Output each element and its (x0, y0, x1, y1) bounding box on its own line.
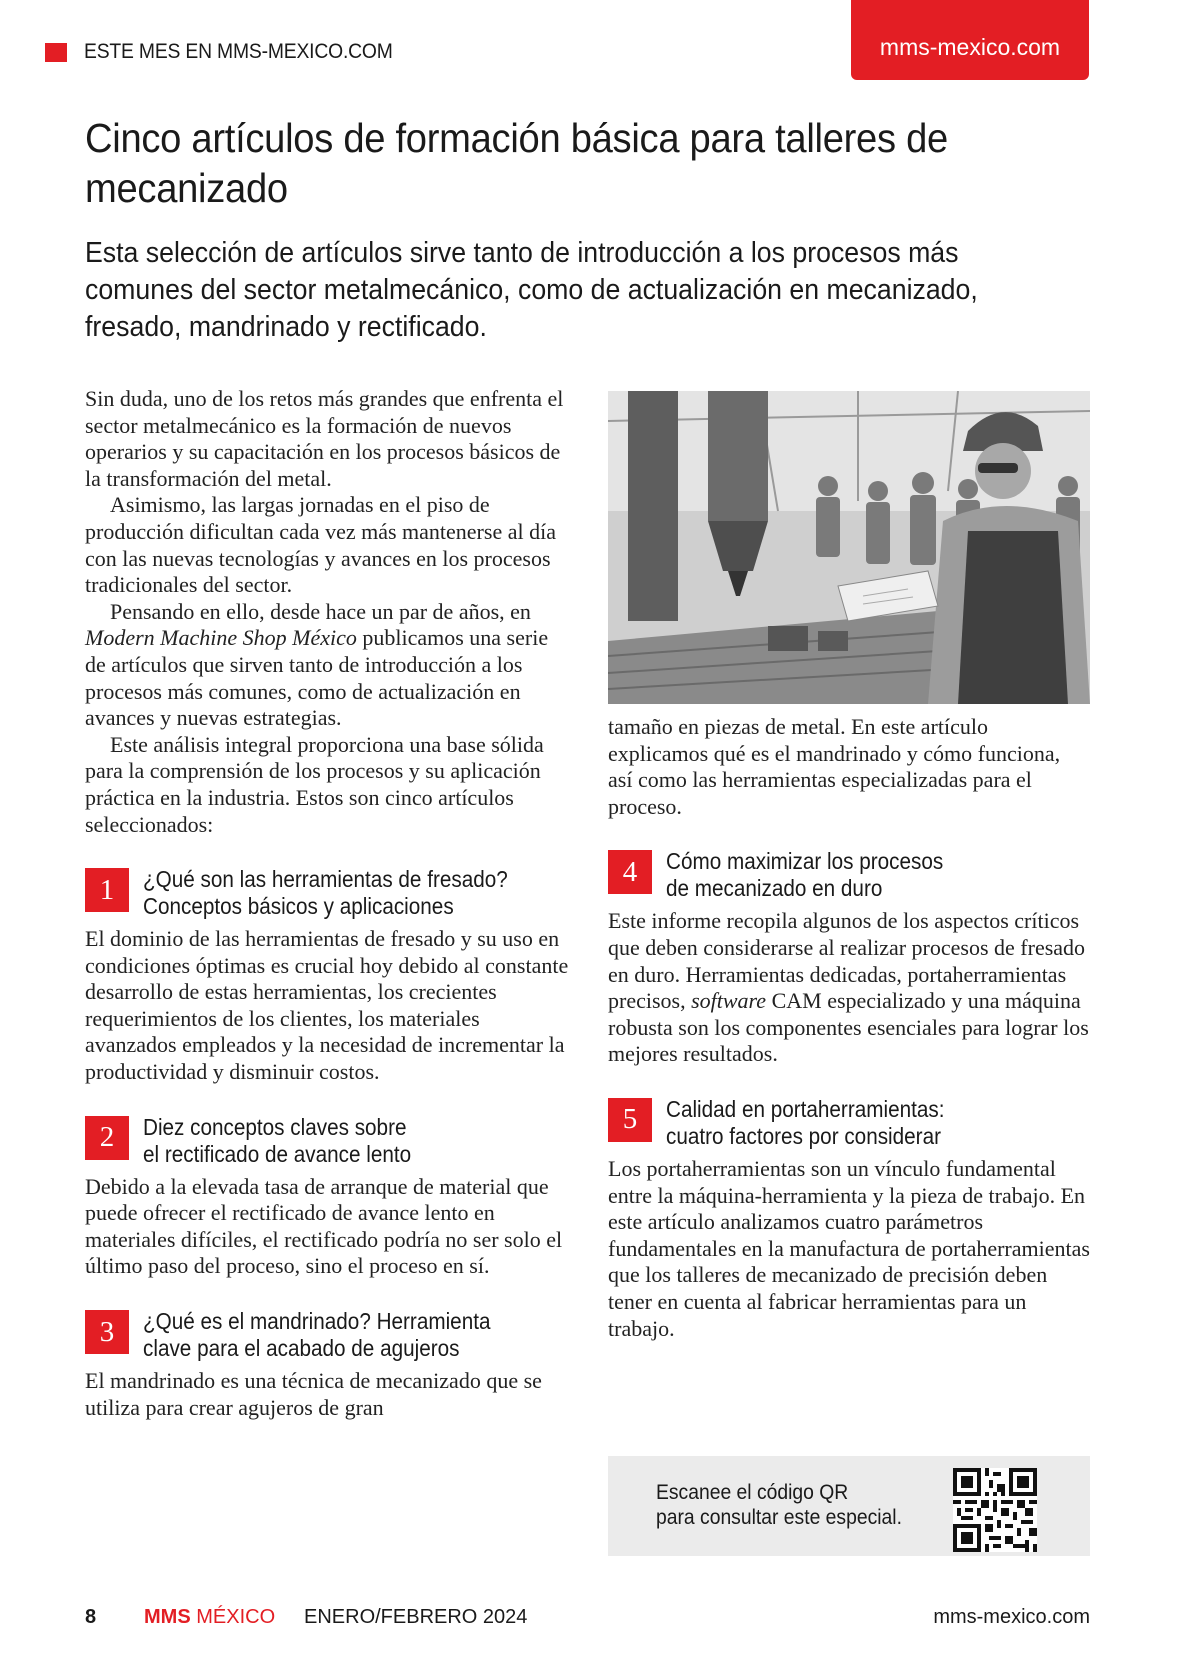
right-column (608, 391, 1090, 1342)
article-title-line-1: ¿Qué es el mandrinado? Herramienta (143, 1308, 491, 1335)
deck: Esta selección de artículos sirve tanto de introducción a los procesos más comunes del sector metalmecánico, como de actualización en mecanizado, fresado, mandrinado y rectificado. (85, 237, 978, 343)
qr-text-line-1: Escanee el código QR (656, 1481, 849, 1504)
article-number-badge: 1 (85, 868, 129, 912)
intro-paragraph-3 (85, 599, 570, 732)
article-title-line-1: Calidad en portaherramientas: (666, 1095, 945, 1122)
section-marker (45, 43, 67, 62)
article-3-heading (85, 1308, 570, 1362)
article-number-badge: 5 (608, 1098, 652, 1142)
article-title-line-2: Conceptos básicos y aplicaciones (143, 893, 454, 920)
article-4-body-end: CAM especializado y una máquina robusta son los componentes esenciales para lograr los mejores resultados. (608, 988, 1089, 1067)
intro-p3-end: publicamos una serie de artículos que sirven tanto de introducción a los procesos más comunes, como de actualización en avances y nuevas estrategias. (85, 625, 549, 731)
site-tab[interactable]: mms-mexico.com (851, 0, 1089, 80)
page-number: 8 (85, 1606, 97, 1628)
qr-text-line-2: para consultar este especial. (656, 1506, 902, 1529)
page-title: Cinco artículos de formación básica para talleres de mecanizado (85, 115, 948, 211)
article-5-body: Los portaherramientas son un vínculo fundamental entre la máquina-herramienta y la pieza de trabajo. En este artículo analizamos cuatro parámetros fundamentales en la manufactura de portaherramientas que los talleres de mecanizado de precisión deben tener en cuenta al fabricar herramientas para un trabajo. (608, 1155, 1090, 1341)
article-4-body (608, 908, 1090, 1068)
magazine-name: Modern Machine Shop México (85, 625, 357, 651)
brand-logo (144, 1606, 275, 1629)
article-4-body-start: Este informe recopila algunos de los aspectos críticos que deben considerarse al realizar procesos de fresado en duro. Herramientas dedicadas, portaherramientas precisos, (608, 908, 1086, 1014)
article-2-heading (85, 1114, 570, 1168)
article-title-line-1: Diez conceptos claves sobre (143, 1113, 407, 1140)
intro-paragraph-2: Asimismo, las largas jornadas en el piso de producción dificultan cada vez más mantenerse al día con las nuevas tecnologías y avances en los procesos tradicionales del sector. (85, 492, 556, 598)
article-3-body-continued: tamaño en piezas de metal. En este artículo explicamos qué es el mandrinado y cómo funciona, así como las herramientas especializadas para el proceso. (608, 714, 1061, 819)
intro-paragraph-1: Sin duda, uno de los retos más grandes que enfrenta el sector metalmecánico es la formación de nuevos operarios y su capacitación en los procesos básicos de la transformación del metal. (85, 386, 564, 491)
article-4-heading (608, 848, 1090, 902)
article-1-body: El dominio de las herramientas de fresado y su uso en condiciones óptimas es crucial hoy debido al constante desarrollo de estas herramientas, los crecientes requerimientos de los clientes, los materiales avanzados empleados y la necesidad de incrementar la productividad y disminuir costos. (85, 926, 569, 1085)
article-title-line-1: ¿Qué son las herramientas de fresado? (143, 866, 508, 893)
article-2-body: Debido a la elevada tasa de arranque de material que puede ofrecer el rectificado de avance lento en materiales difíciles, el rectificado podría no ser solo el último paso del proceso, sino el proceso en sí. (85, 1173, 563, 1279)
machinist-illustration-drawing (608, 391, 1090, 704)
intro-p3-start: Pensando en ello, desde hace un par de años, en (110, 598, 531, 624)
article-title-line-2: clave para el acabado de agujeros (143, 1335, 460, 1362)
article-3-body: El mandrinado es una técnica de mecanizado que se utiliza para crear agujeros de gran (85, 1368, 542, 1420)
intro-paragraph-4: Este análisis integral proporciona una base sólida para la comprensión de los procesos y su aplicación práctica en la industria. Estos son cinco artículos seleccionados: (85, 731, 544, 837)
issue-date: ENERO/FEBRERO 2024 (304, 1606, 528, 1628)
article-title-line-1: Cómo maximizar los procesos (666, 848, 944, 875)
article-title-line-2: cuatro factores por considerar (666, 1122, 941, 1149)
section-label: ESTE MES EN MMS-MEXICO.COM (84, 40, 393, 63)
article-number-badge: 4 (608, 850, 652, 894)
article-5-heading (608, 1096, 1090, 1150)
machinist-illustration (608, 391, 1090, 704)
article-number-badge: 2 (85, 1116, 129, 1160)
qr-code-icon[interactable] (953, 1468, 1037, 1552)
footer-site-link[interactable]: mms-mexico.com (933, 1606, 1090, 1628)
qr-callout (608, 1456, 1090, 1556)
article-title-line-2: de mecanizado en duro (666, 875, 883, 902)
brand-bold: MMS (144, 1606, 191, 1628)
left-column (85, 386, 570, 1421)
brand-rest: MÉXICO (196, 1606, 276, 1628)
article-1-heading (85, 866, 570, 920)
article-number-badge: 3 (85, 1310, 129, 1354)
article-4-italic-word: software (691, 988, 767, 1014)
article-title-line-2: el rectificado de avance lento (143, 1140, 412, 1167)
qr-callout-text (656, 1480, 902, 1530)
